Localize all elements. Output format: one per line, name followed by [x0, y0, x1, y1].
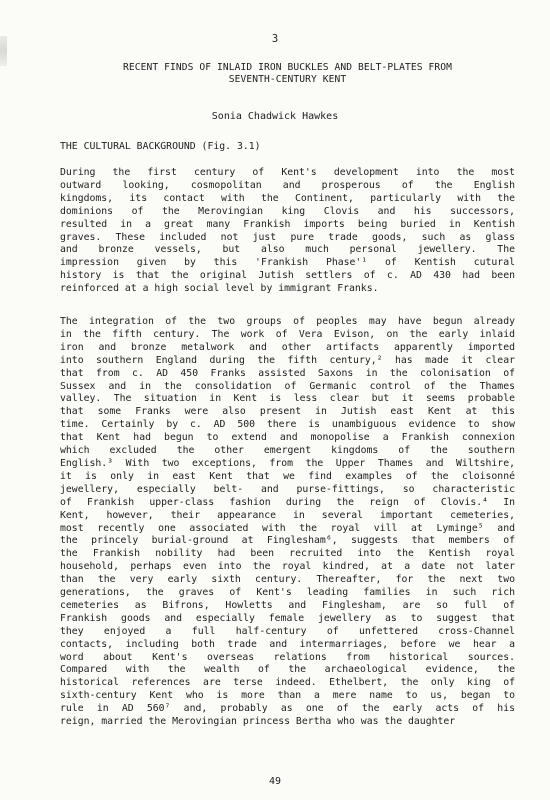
text-line: household, perhaps even into the royal kindred, at a date not later	[60, 561, 515, 573]
text-line: reinforced at a high social level by immigrant Franks.	[60, 283, 379, 295]
text-line: During the first century of Kent's development into the most	[60, 167, 515, 178]
text-line: than the very early sixth century. Thereafter, for the next two	[60, 574, 515, 586]
text-line: in the fifth century. The work of Vera Evison, on the early inlaid	[60, 328, 515, 340]
text-line: historical references are terse indeed. Ethelbert, the only king of	[60, 677, 515, 689]
text-line: which excluded the other emergent kingdoms of the southern	[60, 445, 515, 457]
text-line: graves. These included not just pure trade goods, such as glass	[60, 231, 515, 243]
text-line: dominions of the Merovingian king Clovis and his successors,	[60, 205, 515, 217]
text-line: and bronze vessels, but also much personal jewellery. The	[60, 244, 515, 256]
text-line: Kent, however, their appearance in several important cemeteries,	[60, 509, 515, 521]
section-heading: THE CULTURAL BACKGROUND (Fig. 3.1)	[60, 141, 261, 152]
paragraph-1	[60, 167, 515, 296]
text-line: resulted in a great many Frankish imports being buried in Kentish	[60, 218, 515, 230]
text-line: generations, the graves of Kent's leading families in such rich	[60, 587, 515, 599]
text-line: outward looking, cosmopolitan and prosperous of the English	[60, 179, 515, 191]
text-line: it is only in east Kent that we find examples of the cloisonné	[60, 470, 515, 482]
text-line: jewellery, especially belt- and purse-fittings, so characteristic	[60, 483, 515, 495]
article-title	[60, 62, 515, 86]
text-line: valley. The situation in Kent is less clear but it seems probable	[60, 393, 515, 405]
text-line: that Kent had begun to extend and monopolise a Frankish connexion	[60, 432, 515, 444]
text-line: The integration of the two groups of peoples may have begun already	[60, 316, 515, 327]
author-name: Sonia Chadwick Hawkes	[211, 111, 339, 122]
text-line: they enjoyed a full half-century of unfettered cross-Channel	[60, 625, 515, 637]
title-line-2: SEVENTH-CENTURY KENT	[228, 74, 347, 85]
text-line: reign, married the Merovingian princess Bertha who was the daughter	[60, 716, 456, 728]
text-line: impression given by this 'Frankish Phase'¹ of Kentish cutural	[60, 257, 515, 269]
text-line: that some Franks were also present in Jutish east Kent at this	[60, 406, 515, 418]
text-line: into southern England during the fifth century,² has made it clear	[60, 354, 515, 366]
text-line: Frankish goods and especially female jewellery as to suggest that	[60, 612, 515, 624]
text-line: word about Kent's overseas relations from historical sources.	[60, 651, 515, 663]
text-line: iron and bronze metalwork and other artifacts apparently imported	[60, 341, 515, 353]
text-line: contacts, including both trade and intermarriages, before we hear a	[60, 638, 515, 650]
text-line: history is that the original Jutish settlers of c. AD 430 had been	[60, 270, 515, 282]
page-number: 49	[268, 776, 282, 787]
text-line: English.³ With two exceptions, from the Upper Thames and Wiltshire,	[60, 457, 515, 469]
chapter-number: 3	[271, 33, 279, 45]
text-line: sixth-century Kent who is more than a mere name to us, began to	[60, 690, 515, 702]
text-line: time. Certainly by c. AD 500 there is unambiguous evidence to show	[60, 419, 515, 431]
text-line: the Frankish nobility had been recruited into the Kentish royal	[60, 548, 515, 560]
title-line-1: RECENT FINDS OF INLAID IRON BUCKLES AND BELT-PLATES FROM	[122, 62, 453, 73]
text-line: rule in AD 560⁷ and, probably as one of the early acts of his	[60, 703, 515, 715]
text-line: kingdoms, its contact with the Continent, particularly with the	[60, 192, 515, 204]
text-line: of Frankish upper-class fashion during the reign of Clovis.⁴ In	[60, 496, 515, 508]
text-line: Compared with the wealth of the archaeological evidence, the	[60, 664, 515, 676]
text-line: the princely burial-ground at Finglesham⁶, suggests that members of	[60, 535, 515, 547]
text-line: that from c. AD 450 Franks assisted Saxons in the colonisation of	[60, 367, 515, 379]
text-line: most recently one associated with the royal vill at Lyminge⁵ and	[60, 522, 515, 534]
paragraph-2	[60, 316, 515, 729]
text-line: Sussex and in the consolidation of Germanic control of the Thames	[60, 380, 515, 392]
text-line: cemeteries as Bifrons, Howletts and Finglesham, are so full of	[60, 599, 515, 611]
